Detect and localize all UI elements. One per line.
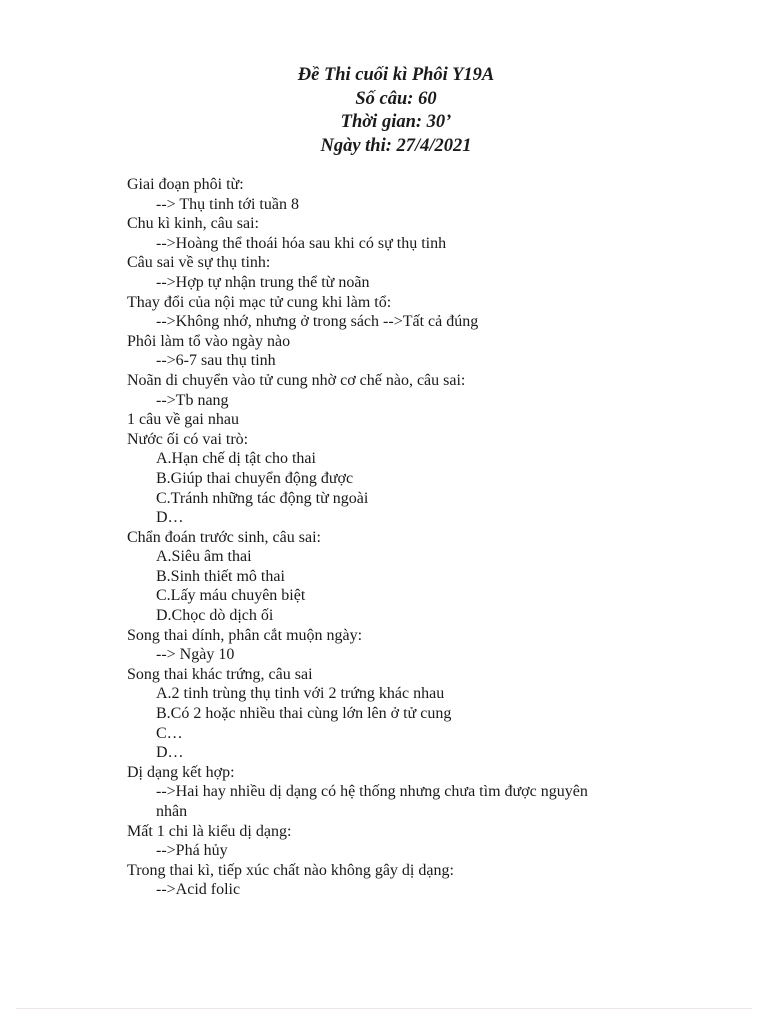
option-line: C… [156, 724, 183, 742]
answer-line: -->Acid folic [156, 881, 241, 899]
question-line: Trong thai kì, tiếp xúc chất nào không gây dị dạng: [127, 861, 454, 879]
question-line: Chẩn đoán trước sinh, câu sai: [127, 528, 321, 546]
answer-line: -->Không nhớ, nhưng ở trong sách -->Tất cả đúng [156, 313, 479, 331]
exam-notes [127, 175, 727, 900]
answer-line: -->6-7 sau thụ tinh [156, 352, 276, 370]
option-line: B.Có 2 hoặc nhiều thai cùng lớn lên ở tử cung [156, 705, 452, 723]
option-line: A.Siêu âm thai [156, 548, 252, 566]
question-line: Phôi làm tổ vào ngày nào [127, 332, 291, 350]
question-line: Song thai dính, phân cắt muộn ngày: [127, 626, 363, 644]
exam-header [0, 64, 768, 158]
question-count: Số câu: 60 [355, 88, 437, 109]
option-line: D… [156, 744, 184, 762]
option-line: C.Tránh những tác động từ ngoài [156, 489, 369, 507]
page-divider [16, 1008, 752, 1009]
answer-line: -->Hai hay nhiều dị dạng có hệ thống nhưng chưa tìm được nguyên [156, 783, 588, 801]
question-line: Nước ối có vai trò: [127, 430, 249, 448]
question-line: Thay đổi của nội mạc tử cung khi làm tổ: [127, 293, 392, 311]
answer-line: -->Hoàng thể thoái hóa sau khi có sự thụ tinh [156, 234, 447, 252]
exam-date: Ngày thi: 27/4/2021 [320, 135, 472, 156]
exam-title: Đề Thi cuối kì Phôi Y19A [297, 65, 495, 85]
question-line: Noãn di chuyển vào tử cung nhờ cơ chế nào, câu sai: [127, 371, 466, 389]
option-line: A.2 tinh trùng thụ tinh với 2 trứng khác nhau [156, 685, 445, 703]
question-line: Câu sai về sự thụ tinh: [127, 254, 271, 272]
option-line: D.Chọc dò dịch ối [156, 607, 274, 625]
option-line: D… [156, 509, 184, 527]
answer-line: -->Tb nang [156, 391, 229, 409]
option-line: C.Lấy máu chuyên biệt [156, 587, 306, 605]
answer-line: --> Ngày 10 [156, 646, 235, 664]
question-line: Chu kì kinh, câu sai: [127, 215, 259, 233]
option-line: B.Giúp thai chuyển động được [156, 469, 354, 487]
answer-line: -->Hợp tự nhận trung thể từ noãn [156, 273, 370, 291]
question-line: Dị dạng kết hợp: [127, 763, 235, 781]
answer-line: -->Phá hủy [156, 842, 228, 860]
continuation-line: nhân [156, 803, 188, 820]
question-line: Giai đoạn phôi từ: [127, 176, 244, 193]
option-line: A.Hạn chế dị tật cho thai [156, 450, 316, 468]
question-line: Song thai khác trứng, câu sai [127, 665, 313, 683]
question-line: Mất 1 chi là kiểu dị dạng: [127, 822, 292, 840]
exam-duration: Thời gian: 30’ [340, 112, 452, 132]
answer-line: --> Thụ tinh tới tuần 8 [156, 195, 299, 213]
question-line: 1 câu về gai nhau [127, 411, 239, 429]
option-line: B.Sinh thiết mô thai [156, 567, 285, 585]
